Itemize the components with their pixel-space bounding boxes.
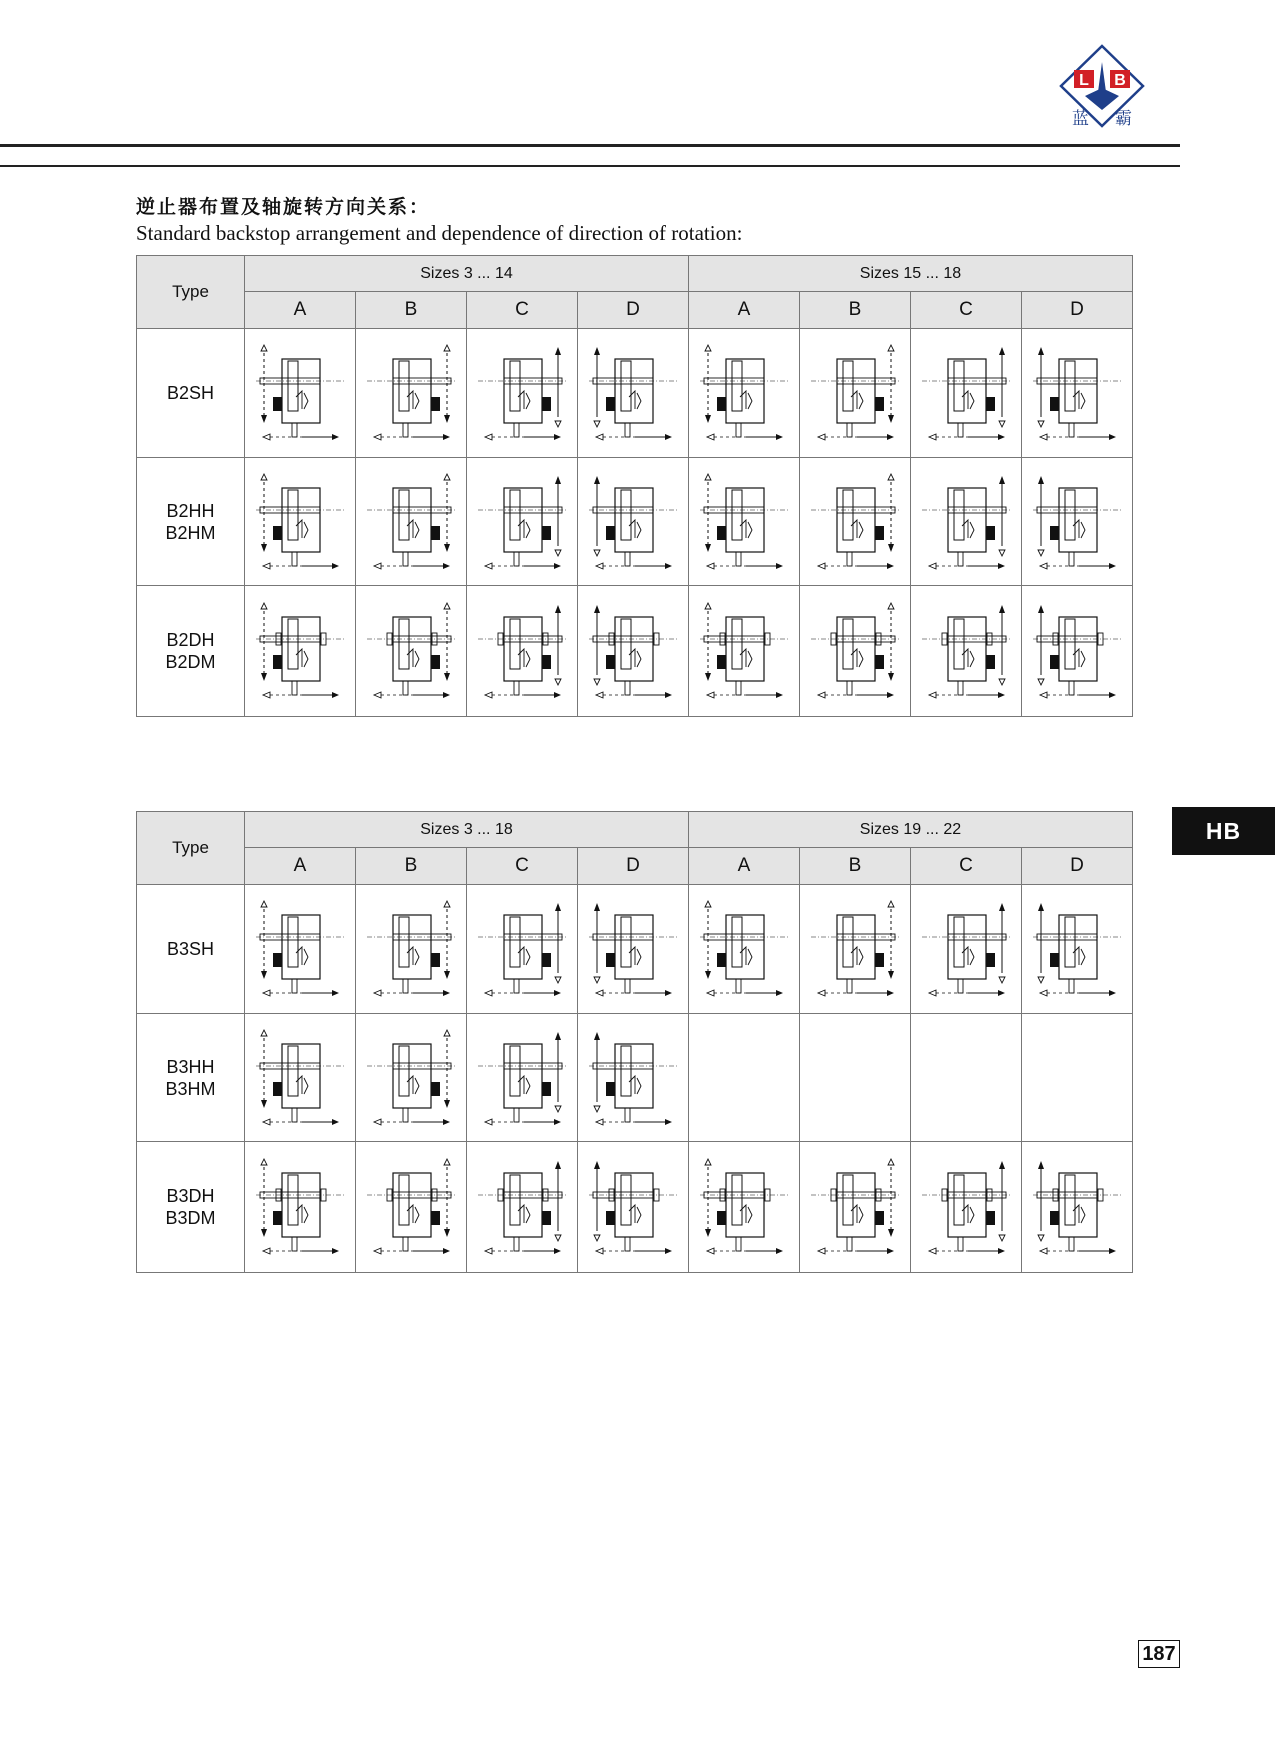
- backstop-diagram: [472, 887, 572, 1011]
- backstop-diagram: [361, 1016, 461, 1140]
- empty-cell: [800, 1014, 911, 1142]
- backstop-diagram: [472, 1016, 572, 1140]
- column-header: B: [800, 848, 911, 885]
- diagram-cell: [689, 586, 800, 717]
- backstop-diagram: [805, 331, 905, 455]
- diagram-cell: [356, 1142, 467, 1273]
- type-label: [137, 329, 245, 458]
- column-header: B: [800, 292, 911, 329]
- diagram-cell: [689, 329, 800, 458]
- backstop-diagram: [472, 331, 572, 455]
- type-label-line: B3HM: [165, 1078, 216, 1099]
- size-group-header: Sizes 19 ... 22: [689, 812, 1133, 848]
- diagram-cell: [578, 586, 689, 717]
- diagram-cell: [689, 885, 800, 1014]
- column-header: B: [356, 848, 467, 885]
- type-label: [137, 586, 245, 717]
- diagram-cell: [356, 458, 467, 586]
- backstop-diagram: [472, 460, 572, 584]
- type-header: Type: [137, 812, 245, 885]
- backstop-diagram: [583, 1145, 683, 1269]
- diagram-cell: [911, 586, 1022, 717]
- diagram-cell: [1022, 329, 1133, 458]
- column-header: A: [245, 292, 356, 329]
- table-row: [137, 329, 1133, 458]
- type-label-line: B3HH: [166, 1056, 215, 1077]
- column-header: B: [356, 292, 467, 329]
- backstop-diagram: [1027, 1145, 1127, 1269]
- backstop-diagram: [250, 331, 350, 455]
- backstop-diagram: [1027, 887, 1127, 1011]
- backstop-table-b2: [136, 255, 1133, 717]
- type-label-line: B3DH: [166, 1186, 215, 1206]
- diagram-cell: [356, 329, 467, 458]
- backstop-diagram: [805, 1145, 905, 1269]
- type-header: Type: [137, 256, 245, 329]
- empty-cell: [689, 1014, 800, 1142]
- table-row: [137, 1014, 1133, 1142]
- diagram-cell: [1022, 458, 1133, 586]
- diagram-cell: [800, 1142, 911, 1273]
- type-label: [137, 1142, 245, 1273]
- diagram-cell: [578, 458, 689, 586]
- size-group-header: Sizes 3 ... 18: [245, 812, 689, 848]
- column-header: D: [1022, 292, 1133, 329]
- backstop-diagram: [1027, 460, 1127, 584]
- header-rule-top: [0, 144, 1180, 147]
- diagram-cell: [578, 1014, 689, 1142]
- backstop-diagram: [361, 887, 461, 1011]
- empty-cell: [911, 1014, 1022, 1142]
- diagram-cell: [911, 1142, 1022, 1273]
- diagram-cell: [800, 586, 911, 717]
- backstop-diagram: [694, 331, 794, 455]
- heading-english: Standard backstop arrangement and dependence of direction of rotation:: [136, 221, 743, 245]
- column-header: A: [689, 848, 800, 885]
- type-label: [137, 885, 245, 1014]
- diagram-cell: [245, 586, 356, 717]
- backstop-diagram: [1027, 331, 1127, 455]
- backstop-diagram: [805, 460, 905, 584]
- empty-cell: [1022, 1014, 1133, 1142]
- backstop-diagram: [916, 1145, 1016, 1269]
- backstop-diagram: [250, 887, 350, 1011]
- size-group-header: Sizes 3 ... 14: [245, 256, 689, 292]
- backstop-diagram: [694, 887, 794, 1011]
- type-label-line: B2HM: [165, 522, 216, 543]
- diagram-cell: [467, 329, 578, 458]
- diagram-cell: [245, 458, 356, 586]
- type-label-line: B3DM: [165, 1208, 216, 1228]
- diagram-cell: [467, 885, 578, 1014]
- diagram-cell: [689, 458, 800, 586]
- table-row: [137, 458, 1133, 586]
- backstop-diagram: [583, 460, 683, 584]
- diagram-cell: [467, 1142, 578, 1273]
- header-rule-bottom: [0, 165, 1180, 167]
- backstop-diagram: [250, 460, 350, 584]
- backstop-diagram: [583, 887, 683, 1011]
- backstop-diagram: [805, 589, 905, 713]
- size-group-header: Sizes 15 ... 18: [689, 256, 1133, 292]
- column-header: C: [467, 848, 578, 885]
- type-label-line: B2SH: [166, 383, 215, 403]
- backstop-diagram: [472, 1145, 572, 1269]
- diagram-cell: [1022, 1142, 1133, 1273]
- diagram-cell: [578, 329, 689, 458]
- backstop-diagram: [361, 331, 461, 455]
- diagram-cell: [245, 885, 356, 1014]
- backstop-diagram: [694, 1145, 794, 1269]
- diagram-cell: [800, 885, 911, 1014]
- backstop-diagram: [250, 589, 350, 713]
- diagram-cell: [1022, 885, 1133, 1014]
- diagram-cell: [800, 458, 911, 586]
- table-row: [137, 586, 1133, 717]
- column-header: D: [1022, 848, 1133, 885]
- table-row: [137, 1142, 1133, 1273]
- logo-cn-left: 蓝: [1072, 109, 1089, 129]
- logo-cn-right: 霸: [1115, 109, 1132, 129]
- backstop-diagram: [805, 887, 905, 1011]
- type-label: [137, 1014, 245, 1142]
- diagram-cell: [911, 329, 1022, 458]
- backstop-diagram: [694, 589, 794, 713]
- backstop-table-b3: [136, 811, 1133, 1273]
- backstop-diagram: [916, 331, 1016, 455]
- type-label-line: B2DM: [165, 652, 216, 672]
- backstop-diagram: [916, 460, 1016, 584]
- diagram-cell: [689, 1142, 800, 1273]
- diagram-cell: [356, 885, 467, 1014]
- diagram-cell: [245, 329, 356, 458]
- backstop-diagram: [250, 1016, 350, 1140]
- diagram-cell: [356, 1014, 467, 1142]
- logo-letter-l: L: [1079, 72, 1089, 89]
- diagram-cell: [467, 586, 578, 717]
- backstop-diagram: [1027, 589, 1127, 713]
- diagram-cell: [467, 458, 578, 586]
- backstop-diagram: [916, 589, 1016, 713]
- table-row: [137, 885, 1133, 1014]
- diagram-cell: [1022, 586, 1133, 717]
- type-label: [137, 458, 245, 586]
- diagram-cell: [800, 329, 911, 458]
- diagram-cell: [356, 586, 467, 717]
- backstop-diagram: [694, 460, 794, 584]
- backstop-diagram: [916, 887, 1016, 1011]
- type-label-line: B3SH: [166, 939, 215, 959]
- diagram-cell: [578, 1142, 689, 1273]
- column-header: C: [911, 292, 1022, 329]
- diagram-cell: [911, 885, 1022, 1014]
- column-header: D: [578, 292, 689, 329]
- column-header: C: [467, 292, 578, 329]
- page-number: 187: [1138, 1640, 1180, 1668]
- column-header: D: [578, 848, 689, 885]
- backstop-diagram: [361, 589, 461, 713]
- diagram-cell: [245, 1014, 356, 1142]
- diagram-cell: [467, 1014, 578, 1142]
- diagram-cell: [911, 458, 1022, 586]
- lb-logo: [1055, 44, 1150, 134]
- backstop-diagram: [583, 1016, 683, 1140]
- heading-chinese: 逆止器布置及轴旋转方向关系：: [136, 196, 431, 218]
- diagram-cell: [245, 1142, 356, 1273]
- column-header: A: [245, 848, 356, 885]
- backstop-diagram: [472, 589, 572, 713]
- logo-letter-b: B: [1114, 72, 1126, 89]
- type-label-line: B2HH: [166, 500, 215, 521]
- backstop-diagram: [361, 460, 461, 584]
- diagram-cell: [578, 885, 689, 1014]
- section-tab-hb[interactable]: HB: [1172, 807, 1275, 855]
- type-label-line: B2DH: [166, 630, 215, 650]
- backstop-diagram: [583, 331, 683, 455]
- column-header: C: [911, 848, 1022, 885]
- backstop-diagram: [583, 589, 683, 713]
- column-header: A: [689, 292, 800, 329]
- backstop-diagram: [250, 1145, 350, 1269]
- backstop-diagram: [361, 1145, 461, 1269]
